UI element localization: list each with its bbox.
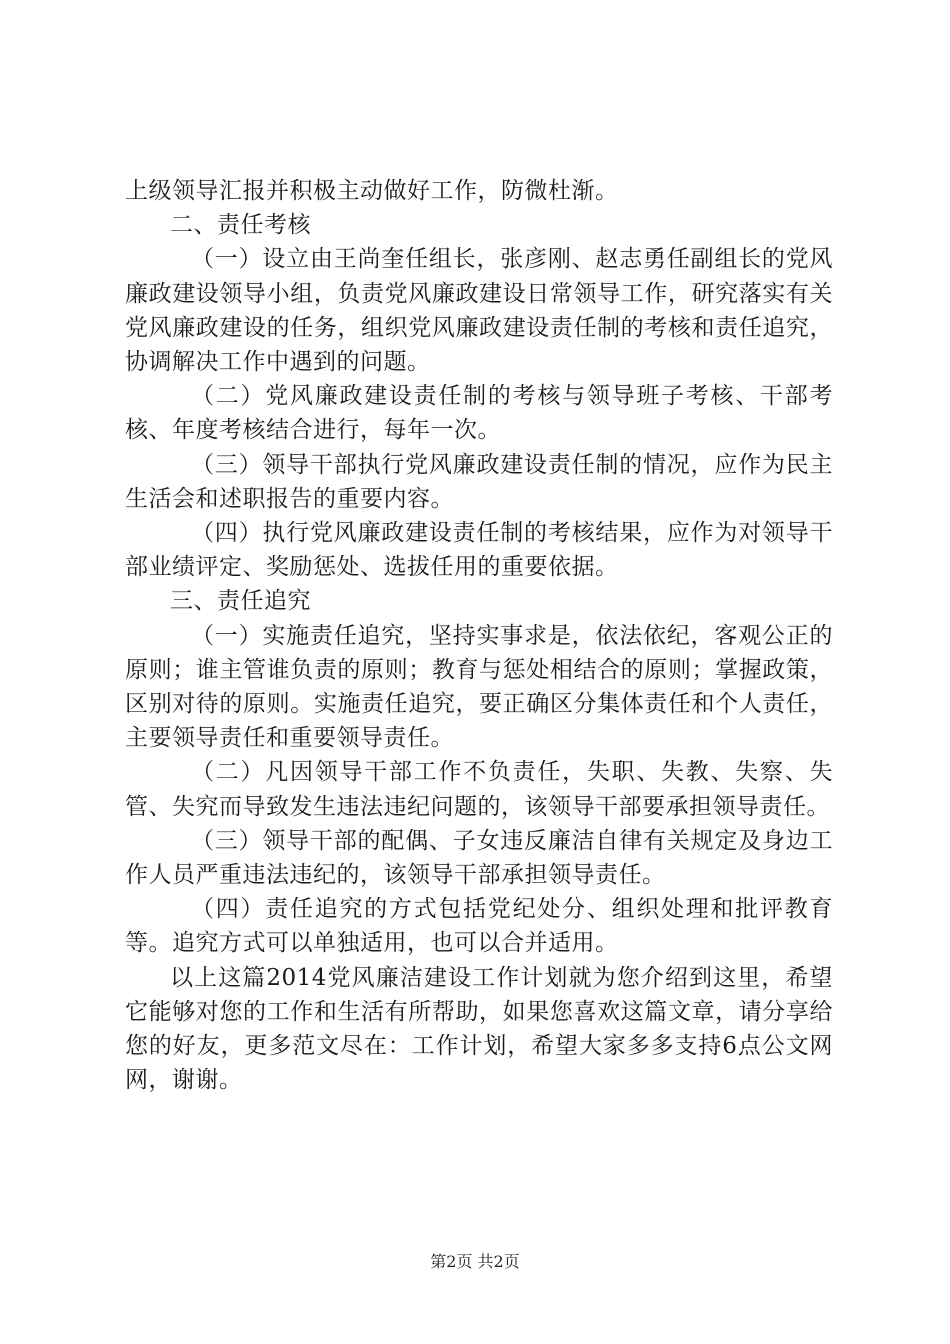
- page-number-label: 第2页 共2页: [430, 1252, 520, 1271]
- paragraph-accountability-1: （一）实施责任追究，坚持实事求是，依法依纪，客观公正的原则；谁主管谁负责的原则；教育与惩处相结合的原则；掌握政策，区别对待的原则。实施责任追究，要正确区分集体责任和个人责任，主要领导责任和重要领导责任。: [125, 622, 833, 752]
- paragraph-accountability-4: （四）责任追究的方式包括党纪处分、组织处理和批评教育等。追究方式可以单独适用，也可以合并适用。: [125, 896, 833, 957]
- paragraph-continuation: 上级领导汇报并积极主动做好工作，防微杜渐。: [125, 178, 619, 204]
- page-footer: [0, 1252, 950, 1272]
- paragraph-assessment-1: （一）设立由王尚奎任组长，张彦刚、赵志勇任副组长的党风廉政建设领导小组，负责党风廉政建设日常领导工作，研究落实有关党风廉政建设的任务，组织党风廉政建设责任制的考核和责任追究，协调解决工作中遇到的问题。: [125, 246, 833, 376]
- closing-paragraph: 以上这篇2014党风廉洁建设工作计划就为您介绍到这里，希望它能够对您的工作和生活有所帮助，如果您喜欢这篇文章，请分享给您的好友，更多范文尽在：工作计划，希望大家多多支持6点公文网网，谢谢。: [125, 964, 833, 1094]
- section-heading-responsibility-assessment: 二、责任考核: [170, 212, 311, 239]
- paragraph-assessment-3: （三）领导干部执行党风廉政建设责任制的情况，应作为民主生活会和述职报告的重要内容。: [125, 451, 833, 512]
- paragraph-accountability-2: （二）凡因领导干部工作不负责任，失职、失教、失察、失管、失究而导致发生违法违纪问题的，该领导干部要承担领导责任。: [125, 759, 833, 820]
- paragraph-assessment-2: （二）党风廉政建设责任制的考核与领导班子考核、干部考核、年度考核结合进行，每年一次。: [125, 383, 833, 444]
- document-body: [125, 174, 833, 1097]
- section-heading-accountability: 三、责任追究: [170, 588, 311, 615]
- paragraph-accountability-3: （三）领导干部的配偶、子女违反廉洁自律有关规定及身边工作人员严重违法违纪的，该领导干部承担领导责任。: [125, 827, 833, 889]
- paragraph-assessment-4: （四）执行党风廉政建设责任制的考核结果，应作为对领导干部业绩评定、奖励惩处、选拔任用的重要依据。: [125, 520, 833, 581]
